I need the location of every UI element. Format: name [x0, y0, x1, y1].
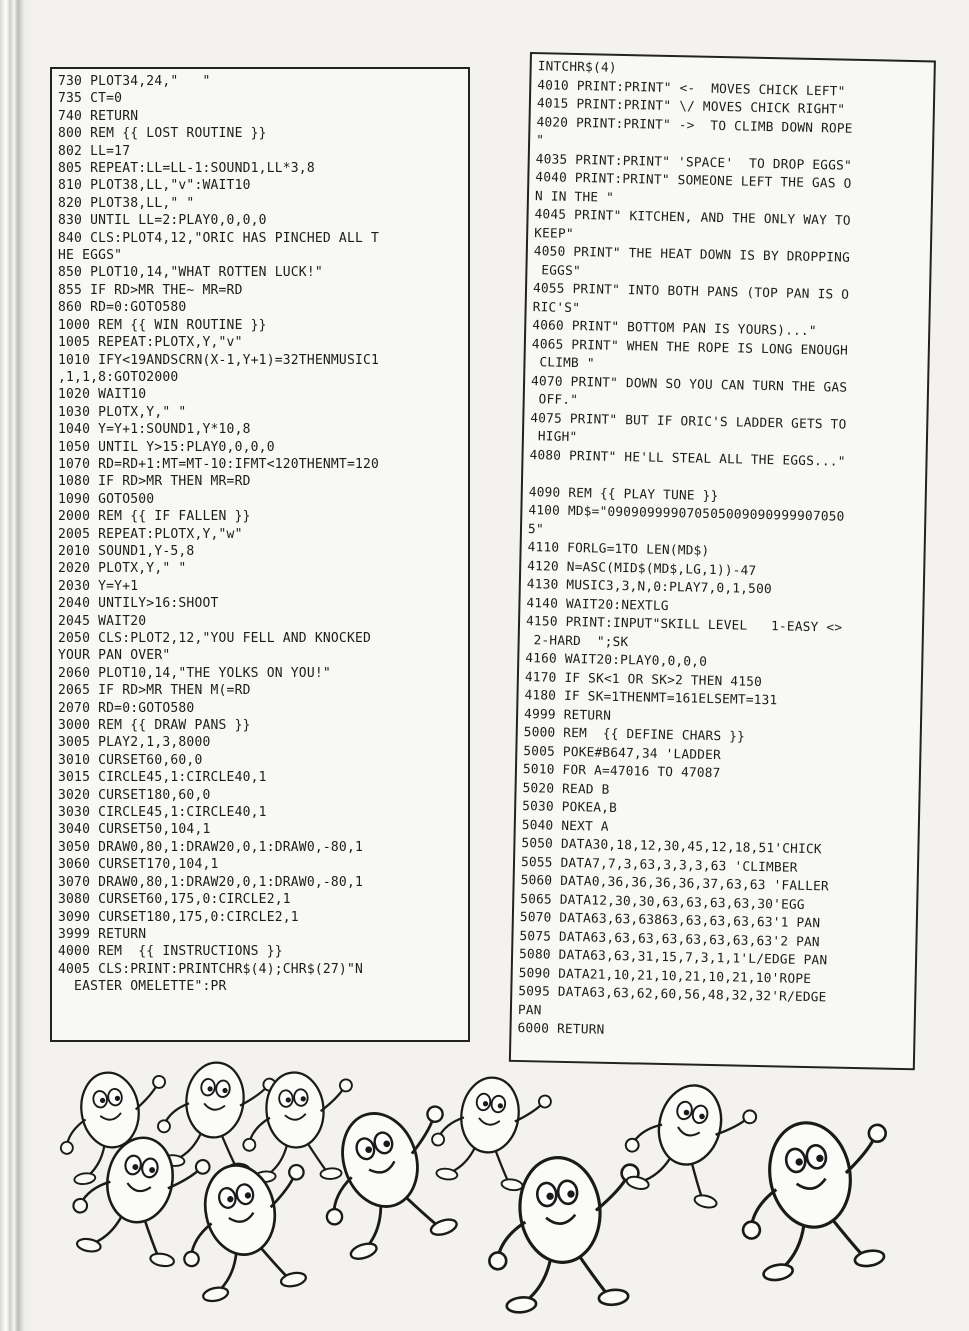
code-line: 1050 UNTIL Y>15:PLAY0,0,0,0 — [58, 439, 275, 455]
code-line: 1020 WAIT10 — [58, 387, 147, 403]
code-line: 3080 CURSET60,175,0:CIRCLE2,1 — [58, 892, 291, 908]
code-line: 1000 REM {{ WIN ROUTINE }} — [58, 317, 267, 333]
code-line: 4120 N=ASC(MID$(MD$,LG,1))-47 — [527, 558, 757, 579]
egg-character — [154, 1060, 277, 1177]
running-eggs-illustration — [0, 1060, 969, 1331]
code-line: 5055 DATA7,7,3,63,3,3,3,63 'CLIMBER — [520, 854, 798, 876]
code-line: 2005 REPEAT:PLOTX,Y,"w" — [58, 526, 243, 542]
code-line: 4000 REM {{ INSTRUCTIONS }} — [58, 944, 283, 960]
code-line: 4075 PRINT" BUT IF ORIC'S LADDER GETS TO — [530, 410, 847, 433]
code-line: 6000 RETURN — [517, 1020, 605, 1038]
code-line: 5005 POKE#B647,34 'LADDER — [523, 743, 722, 763]
code-line: 2010 SOUND1,Y-5,8 — [58, 543, 195, 559]
code-line: 860 RD=0:GOTO580 — [58, 300, 187, 316]
code-line: HE EGGS" — [58, 248, 123, 264]
code-line: 1030 PLOTX,Y," " — [58, 404, 187, 420]
code-line: 4050 PRINT" THE HEAT DOWN IS BY DROPPING — [533, 244, 851, 266]
code-line: 4080 PRINT" HE'LL STEAL ALL THE EGGS..." — [529, 447, 846, 470]
code-line: 4060 PRINT" BOTTOM PAN IS YOURS)..." — [532, 318, 817, 340]
code-line: 3090 CURSET180,175,0:CIRCLE2,1 — [58, 909, 299, 925]
code-line: 3040 CURSET50,104,1 — [58, 822, 211, 838]
egg-character — [616, 1072, 760, 1214]
code-line: 5" — [527, 521, 544, 537]
code-line: 5020 READ B — [522, 780, 610, 798]
code-line: RIC'S" — [532, 299, 581, 316]
code-line: 840 CLS:PLOT4,12,"ORIC HAS PINCHED ALL T — [58, 230, 380, 246]
code-line: 5065 DATA12,30,30,63,63,63,63,30'EGG — [520, 891, 805, 913]
code-line: 4150 PRINT:INPUT"SKILL LEVEL 1-EASY <> — [525, 614, 843, 636]
code-line: 3070 DRAW0,80,1:DRAW20,0,1:DRAW0,-80,1 — [58, 874, 364, 890]
code-line: 2065 IF RD>MR THEN M(=RD — [58, 683, 251, 699]
code-line: KEEP" — [534, 225, 574, 242]
code-line: EGGS" — [533, 262, 582, 279]
code-line: 802 LL=17 — [58, 143, 131, 159]
code-line: 1040 Y=Y+1:SOUND1,Y*10,8 — [58, 422, 251, 438]
code-line: " — [535, 133, 545, 149]
code-line: 4035 PRINT:PRINT" 'SPACE' TO DROP EGGS" — [535, 151, 853, 174]
code-line: 4015 PRINT:PRINT" \/ MOVES CHICK RIGHT" — [536, 96, 846, 118]
code-line: HIGH" — [529, 429, 578, 446]
code-line: EASTER OMELETTE":PR — [58, 979, 227, 995]
code-line: 5000 REM {{ DEFINE CHARS }} — [523, 725, 746, 745]
code-line: 3010 CURSET60,60,0 — [58, 752, 203, 768]
code-line: 1090 GOTO500 — [58, 491, 155, 507]
code-line: 2000 REM {{ IF FALLEN }} — [58, 509, 251, 525]
code-line: 4090 REM {{ PLAY TUNE }} — [528, 484, 719, 504]
code-line: 4100 MD$="090909999070505009090999907050 — [528, 503, 845, 525]
code-line: 2070 RD=0:GOTO580 — [58, 700, 195, 716]
code-line: 4045 PRINT" KITCHEN, AND THE ONLY WAY TO — [534, 207, 851, 229]
code-line: 4020 PRINT:PRINT" -> TO CLIMB DOWN ROPE — [536, 114, 853, 137]
code-line: 3999 RETURN — [58, 926, 147, 942]
code-line: 4005 CLS:PRINT:PRINTCHR$(4);CHR$(27)"N — [58, 961, 364, 977]
code-line: 2045 WAIT20 — [58, 613, 147, 629]
code-line: 4160 WAIT20:PLAY0,0,0,0 — [525, 651, 708, 670]
code-line: 730 PLOT34,24," " — [58, 74, 211, 89]
code-line: 855 IF RD>MR THE~ MR=RD — [58, 282, 243, 298]
code-line: 5040 NEXT A — [521, 817, 609, 835]
code-line: OFF." — [530, 392, 579, 409]
code-line: 3030 CIRCLE45,1:CIRCLE40,1 — [58, 805, 267, 821]
code-line: N IN THE " — [534, 188, 615, 206]
code-line: 4055 PRINT" INTO BOTH PANS (TOP PAN IS O — [532, 281, 850, 303]
code-line: 5080 DATA63,63,31,15,7,3,1,1'L/EDGE PAN — [518, 946, 828, 969]
code-line: 820 PLOT38,LL," " — [58, 195, 195, 211]
code-line: 805 REPEAT:LL=LL-1:SOUND1,LL*3,8 — [58, 161, 315, 177]
code-line: 4065 PRINT" WHEN THE ROPE IS LONG ENOUGH — [531, 336, 849, 359]
code-line: 5070 DATA63,63,63863,63,63,63,63'1 PAN — [519, 909, 821, 932]
code-line: 3005 PLAY2,1,3,8000 — [58, 735, 211, 751]
code-line: CLIMB " — [531, 355, 595, 372]
code-line: 5050 DATA30,18,12,30,45,12,18,51'CHICK — [521, 835, 822, 858]
code-line: INTCHR$(4) — [537, 59, 617, 76]
code-line: 4140 WAIT20:NEXTLG — [526, 595, 669, 614]
code-line: 2050 CLS:PLOT2,12,"YOU FELL AND KNOCKED — [58, 631, 372, 646]
code-line: 735 CT=0 — [58, 91, 123, 107]
code-line: 2030 Y=Y+1 — [58, 578, 139, 594]
code-line: 830 UNTIL LL=2:PLAY0,0,0,0 — [58, 213, 267, 229]
code-line: 3015 CIRCLE45,1:CIRCLE40,1 — [58, 770, 267, 786]
listing-box-right — [509, 52, 936, 1070]
code-line: 4010 PRINT:PRINT" <- MOVES CHICK LEFT" — [537, 77, 846, 100]
egg-character — [726, 1109, 908, 1286]
code-line: 4110 FORLG=1TO LEN(MD$) — [527, 540, 710, 559]
code-line: 4999 RETURN — [523, 706, 612, 724]
code-line: 5060 DATA0,36,36,36,36,37,63,63 'FALLER — [520, 872, 830, 895]
code-line: 3020 CURSET180,60,0 — [58, 787, 211, 803]
code-line: ,1,1,8:GOTO2000 — [58, 369, 179, 385]
code-line: 800 REM {{ LOST ROUTINE }} — [58, 126, 267, 142]
code-line: 5090 DATA21,10,21,10,21,10,21,10'ROPE — [518, 965, 812, 987]
code-line: 3060 CURSET170,104,1 — [58, 857, 219, 873]
code-line: YOUR PAN OVER" — [58, 648, 171, 664]
code-line: 5030 POKEA,B — [522, 799, 618, 816]
code-line: 740 RETURN — [58, 108, 139, 124]
code-line: 5075 DATA63,63,63,63,63,63,63,63'2 PAN — [519, 928, 820, 950]
code-line: 4170 IF SK<1 OR SK>2 THEN 4150 — [524, 669, 763, 690]
code-line: 5095 DATA63,63,62,60,56,48,32,32'R/EDGE — [518, 983, 827, 1006]
code-line: 3000 REM {{ DRAW PANS }} — [58, 718, 251, 734]
code-line: 810 PLOT38,LL,"v":WAIT10 — [58, 178, 251, 194]
code-line: 4180 IF SK=1THENMT=161ELSEMT=131 — [524, 688, 778, 709]
code-line: 1005 REPEAT:PLOTX,Y,"v" — [58, 335, 243, 351]
code-line: 1080 IF RD>MR THEN MR=RD — [58, 474, 251, 490]
code-line: 2060 PLOT10,14,"THE YOLKS ON YOU!" — [58, 665, 331, 681]
code-line: 1010 IFY<19ANDSCRN(X-1,Y+1)=32THENMUSIC1 — [58, 352, 380, 368]
code-line: 2040 UNTILY>16:SHOOT — [58, 596, 219, 612]
code-line: 5010 FOR A=47016 TO 47087 — [522, 762, 721, 782]
code-line: 2-HARD ";SK — [525, 632, 629, 650]
code-line: 4130 MUSIC3,3,N,0:PLAY7,0,1,500 — [526, 577, 772, 598]
code-line: 4040 PRINT:PRINT" SOMEONE LEFT THE GAS O — [535, 170, 852, 192]
code-line: 3050 DRAW0,80,1:DRAW20,0,1:DRAW0,-80,1 — [58, 839, 364, 855]
code-line: 4070 PRINT" DOWN SO YOU CAN TURN THE GAS — [530, 373, 848, 396]
code-line: 1070 RD=RD+1:MT=MT-10:IFMT<120THENMT=120 — [58, 456, 380, 472]
code-line: 850 PLOT10,14,"WHAT ROTTEN LUCK!" — [58, 265, 323, 281]
code-line: 2020 PLOTX,Y," " — [58, 561, 187, 577]
listing-box-left — [50, 67, 470, 1042]
code-line: PAN — [517, 1002, 542, 1018]
